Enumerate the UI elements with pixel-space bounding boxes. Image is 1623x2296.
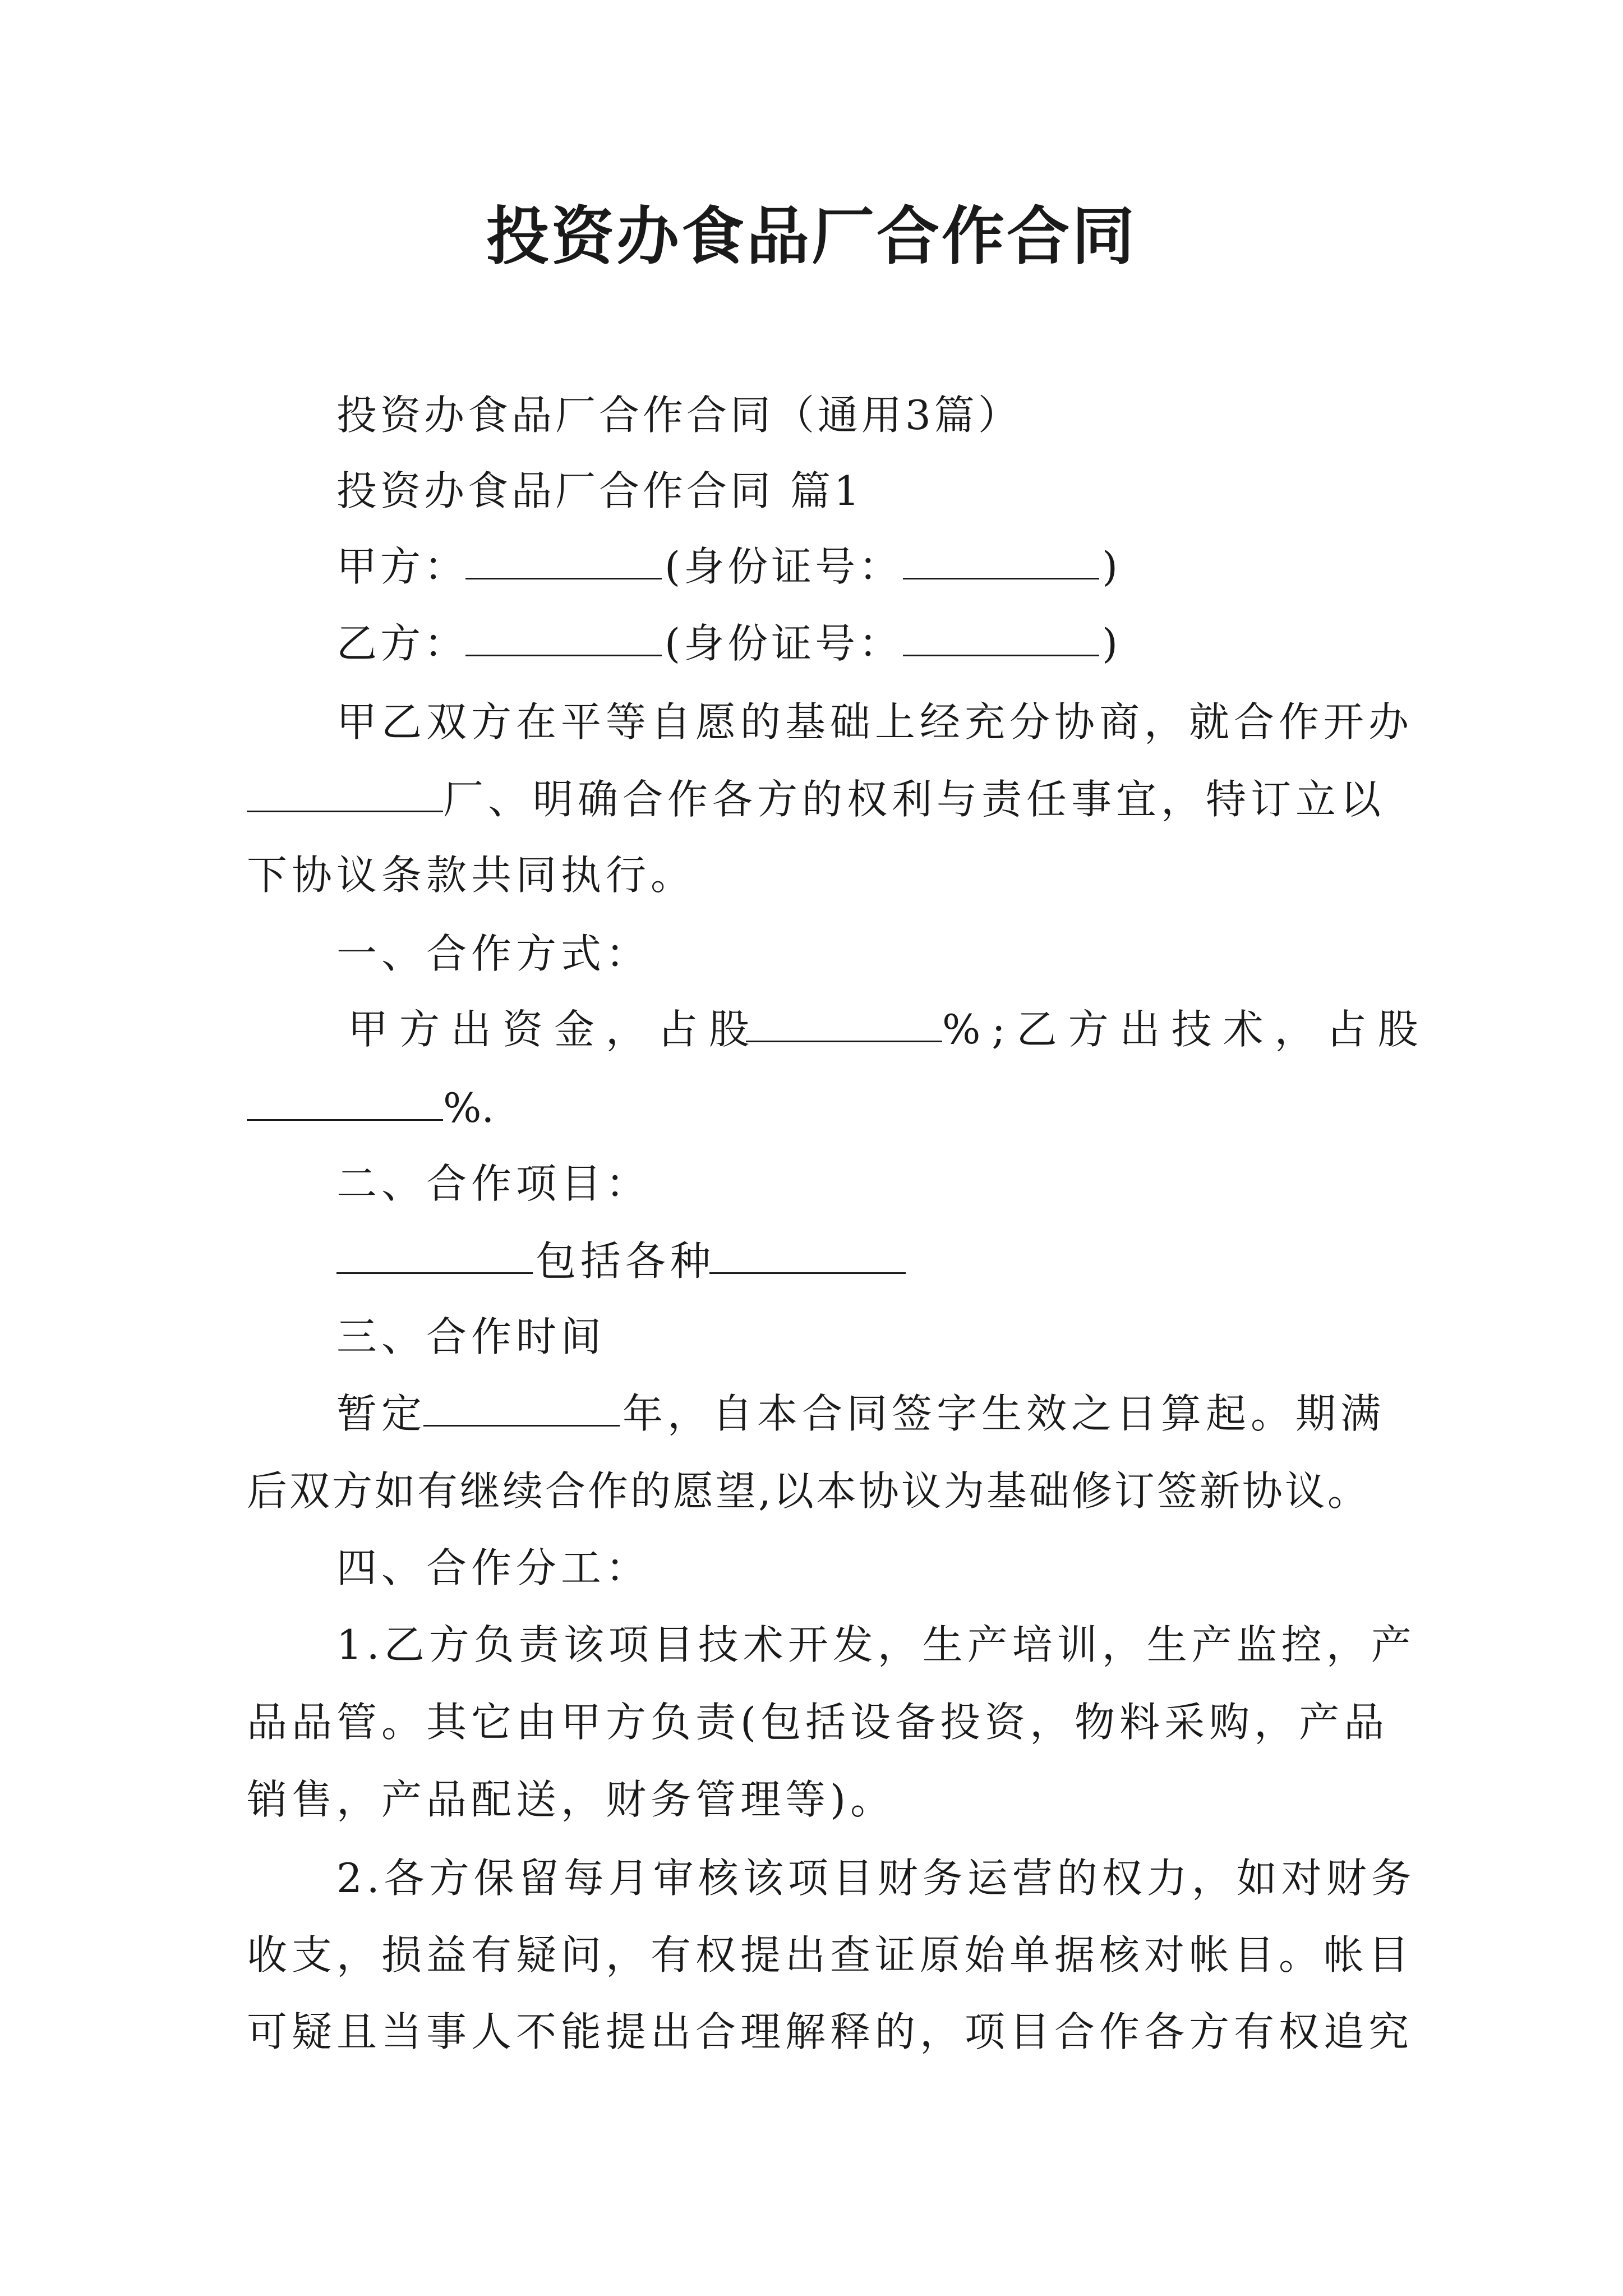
party-a-id-blank[interactable] bbox=[903, 539, 1099, 579]
intro-text-1: 甲乙双方在平等自愿的基础上经充分协商，就合作开办 bbox=[336, 698, 1414, 746]
section-heading: 投资办食品厂合作合同 篇1 bbox=[336, 467, 863, 514]
mode-text-2: %. bbox=[443, 1084, 495, 1131]
party-b-share-blank[interactable] bbox=[247, 1080, 443, 1121]
mode-text-1a: 甲方出资金，占股 bbox=[348, 1006, 761, 1053]
division-1-text-1: 1.乙方负责该项目技术开发，生产培训，生产监控，产 bbox=[336, 1621, 1416, 1668]
heading-cooperation-project: 二、合作项目： bbox=[336, 1160, 651, 1207]
party-a-id-close: ) bbox=[1102, 543, 1118, 590]
division-2-text-3: 可疑且当事人不能提出合理解释的，项目合作各方有权追究 bbox=[247, 2008, 1414, 2055]
term-years-blank[interactable] bbox=[423, 1386, 620, 1427]
time-text-1a: 暂定 bbox=[336, 1390, 427, 1437]
division-1-text-2: 品品管。其它由甲方负责(包括设备投资，物料采购，产品 bbox=[247, 1699, 1389, 1746]
intro-text-2: 厂、明确合作各方的权利与责任事宜，特订立以 bbox=[443, 776, 1386, 823]
factory-name-blank[interactable] bbox=[247, 771, 443, 812]
heading-division-of-labor: 四、合作分工： bbox=[336, 1544, 651, 1591]
party-b-id-open: (身份证号： bbox=[665, 620, 903, 667]
heading-cooperation-mode: 一、合作方式： bbox=[336, 930, 651, 977]
document-title: 投资办食品厂合作合同 bbox=[486, 200, 1137, 273]
party-a-label: 甲方： bbox=[336, 543, 468, 590]
project-blank-2[interactable] bbox=[709, 1233, 906, 1274]
mode-text-1b: %;乙方出技术，占股 bbox=[942, 1006, 1430, 1053]
division-2-text-2: 收支，损益有疑问，有权提出查证原始单据核对帐目。帐目 bbox=[247, 1931, 1414, 1978]
division-2-text-1: 2.各方保留每月审核该项目财务运营的权力，如对财务 bbox=[336, 1855, 1416, 1902]
project-blank-1[interactable] bbox=[336, 1233, 533, 1274]
heading-cooperation-time: 三、合作时间 bbox=[336, 1313, 606, 1360]
time-text-2: 后双方如有继续合作的愿望,以本协议为基础修订签新协议。 bbox=[247, 1467, 1370, 1515]
party-b-name-blank[interactable] bbox=[465, 615, 662, 656]
party-a-share-blank[interactable] bbox=[746, 1001, 942, 1042]
party-b-id-blank[interactable] bbox=[903, 615, 1099, 656]
subtitle: 投资办食品厂合作合同（通用3篇） bbox=[336, 392, 1022, 439]
time-text-1b: 年，自本合同签字生效之日算起。期满 bbox=[623, 1390, 1386, 1437]
intro-text-3: 下协议条款共同执行。 bbox=[247, 852, 696, 899]
party-a-name-blank[interactable] bbox=[465, 539, 662, 579]
party-b-label: 乙方： bbox=[336, 620, 468, 667]
division-1-text-3: 销售，产品配送，财务管理等)。 bbox=[247, 1776, 896, 1823]
party-a-id-open: (身份证号： bbox=[665, 543, 903, 590]
project-text: 包括各种 bbox=[536, 1237, 716, 1285]
party-b-id-close: ) bbox=[1102, 620, 1118, 667]
